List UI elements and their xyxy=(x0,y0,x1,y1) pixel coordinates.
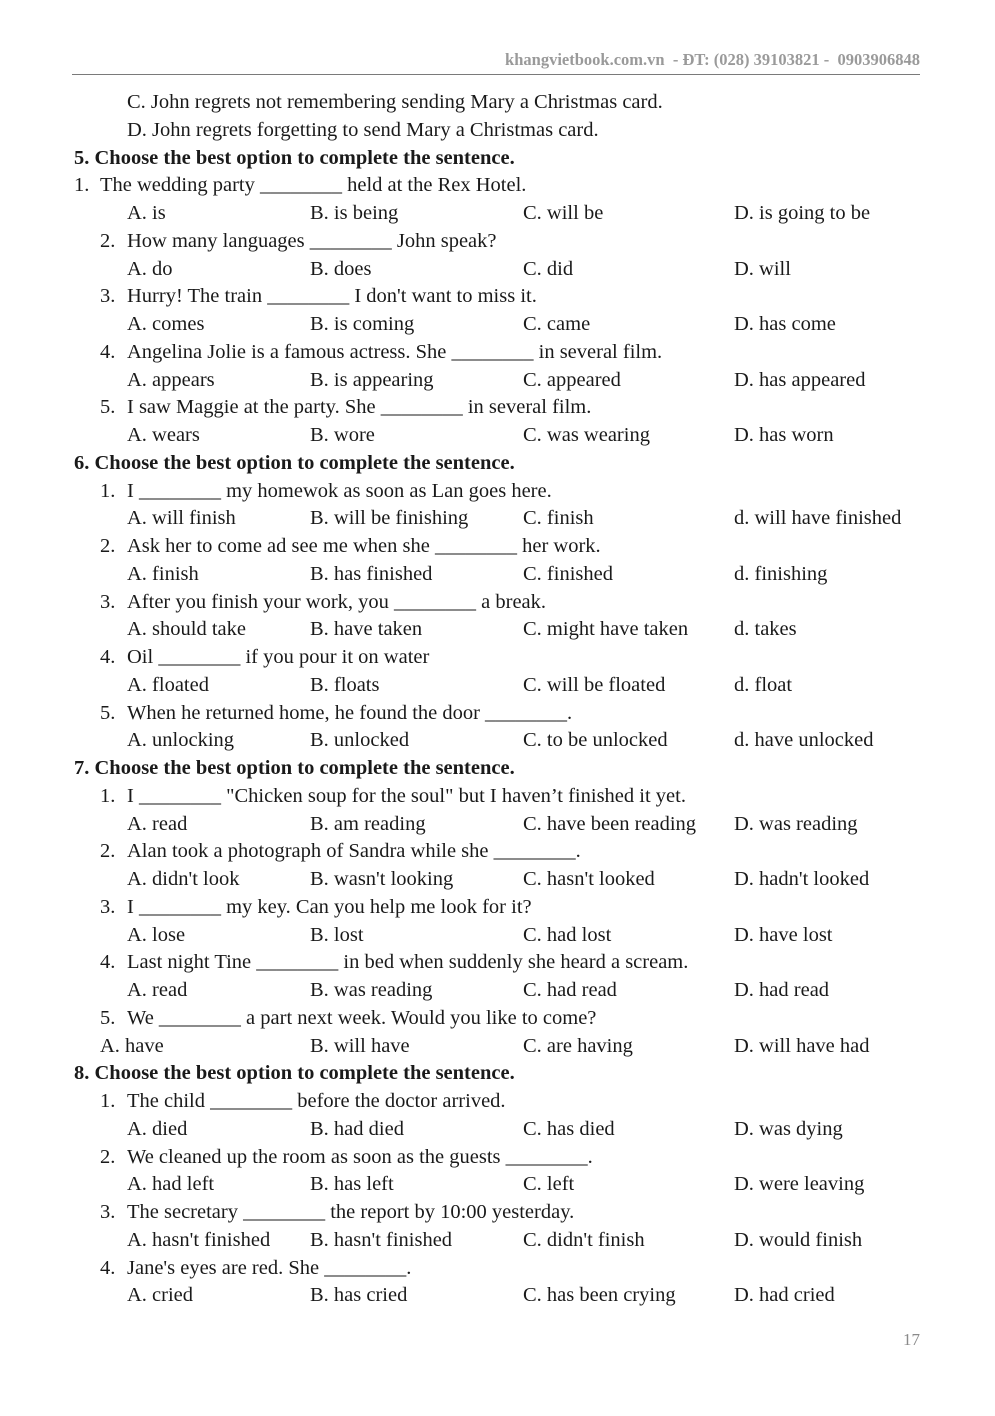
answer-option: d. will have finished xyxy=(734,507,902,530)
question-number: 4. xyxy=(100,340,116,363)
answer-option: B. has cried xyxy=(310,1284,408,1307)
options-row xyxy=(0,977,995,1005)
options-row xyxy=(0,367,995,395)
answer-option: D. will have had xyxy=(734,1034,870,1057)
question-line xyxy=(0,1255,995,1283)
question-text: Alan took a photograph of Sandra while she ________. xyxy=(127,840,581,863)
question-text: The secretary ________ the report by 10:00 yesterday. xyxy=(127,1201,575,1223)
carryover-line xyxy=(0,89,995,117)
question-line xyxy=(0,339,995,367)
question-number: 1. xyxy=(100,479,116,502)
page-header xyxy=(72,50,920,70)
question-line xyxy=(0,1005,995,1033)
answer-option: B. have taken xyxy=(310,618,423,641)
answer-option: D. has appeared xyxy=(734,368,866,391)
section-title: 7. Choose the best option to complete the sentence. xyxy=(74,757,515,779)
question-line xyxy=(0,838,995,866)
answer-option: A. read xyxy=(127,812,188,835)
answer-option: B. is appearing xyxy=(310,368,434,391)
question-text: I ________ "Chicken soup for the soul" but I haven’t finished it yet. xyxy=(127,784,686,807)
answer-option: A. should take xyxy=(127,618,246,641)
answer-option: A. cried xyxy=(127,1284,194,1307)
question-text: I ________ my homewok as soon as Lan goes here. xyxy=(127,479,552,502)
answer-option: A. comes xyxy=(127,313,205,335)
options-row xyxy=(0,1171,995,1199)
answer-option: B. floats xyxy=(310,673,380,696)
header-site: khangvietbook.com.vn xyxy=(505,50,665,69)
answer-option: A. will finish xyxy=(127,507,236,530)
question-line xyxy=(0,949,995,977)
question-number: 2. xyxy=(100,1145,116,1168)
answer-option: C. might have taken xyxy=(523,618,689,641)
answer-option: C. finished xyxy=(523,562,613,585)
options-row xyxy=(0,200,995,228)
answer-option: B. wasn't looking xyxy=(310,868,454,890)
answer-option: B. unlocked xyxy=(310,729,410,752)
answer-option: B. has left xyxy=(310,1173,394,1196)
question-number: 3. xyxy=(100,895,116,918)
question-number: 2. xyxy=(100,229,116,252)
question-number: 4. xyxy=(100,646,116,668)
answer-option: C. to be unlocked xyxy=(523,729,668,752)
question-text: After you finish your work, you ________ a break. xyxy=(127,590,547,613)
question-text: Angelina Jolie is a famous actress. She ________ in several film. xyxy=(127,340,663,363)
answer-option: A. hasn't finished xyxy=(127,1228,271,1251)
header-contact: - ĐT: (028) 39103821 - 0903906848 xyxy=(664,50,920,69)
question-text: Oil ________ if you pour it on water xyxy=(127,646,430,668)
options-row xyxy=(0,311,995,339)
answer-option: B. wore xyxy=(310,424,375,446)
answer-option: A. have xyxy=(100,1034,164,1057)
answer-option: B. is coming xyxy=(310,313,415,335)
question-line xyxy=(0,1088,995,1116)
answer-option: D. hadn't looked xyxy=(734,868,870,890)
carryover-option: D. John regrets forgetting to send Mary a Christmas card. xyxy=(127,118,599,141)
answer-option: D. has come xyxy=(734,313,836,335)
answer-option: A. is xyxy=(127,202,166,224)
answer-option: A. read xyxy=(127,979,188,1001)
question-text: We cleaned up the room as soon as the guests ________. xyxy=(127,1145,593,1168)
question-text: When he returned home, he found the door ________. xyxy=(127,701,573,724)
options-row xyxy=(0,727,995,755)
question-line xyxy=(0,589,995,617)
question-text: The wedding party ________ held at the Rex Hotel. xyxy=(100,174,527,197)
answer-option: B. lost xyxy=(310,923,364,946)
answer-option: B. is being xyxy=(310,202,399,224)
question-line xyxy=(0,172,995,200)
options-row xyxy=(0,922,995,950)
answer-option: B. has finished xyxy=(310,562,433,585)
question-line xyxy=(0,783,995,811)
answer-option: D. will xyxy=(734,257,791,280)
answer-option: C. has died xyxy=(523,1117,615,1140)
exercise-content xyxy=(0,89,995,1310)
answer-option: D. would finish xyxy=(734,1228,863,1251)
options-row xyxy=(0,256,995,284)
answer-option: A. wears xyxy=(127,424,200,446)
question-text: The child ________ before the doctor arrived. xyxy=(127,1090,506,1112)
answer-option: d. takes xyxy=(734,618,797,641)
question-text: Last night Tine ________ in bed when suddenly she heard a scream. xyxy=(127,951,689,974)
question-line xyxy=(0,894,995,922)
answer-option: C. did xyxy=(523,257,574,280)
question-line xyxy=(0,394,995,422)
answer-option: C. was wearing xyxy=(523,424,650,446)
answer-option: d. float xyxy=(734,673,793,696)
question-number: 4. xyxy=(100,951,116,974)
answer-option: C. left xyxy=(523,1173,575,1196)
answer-option: B. will have xyxy=(310,1034,410,1057)
answer-option: B. does xyxy=(310,257,372,280)
question-line xyxy=(0,644,995,672)
question-number: 3. xyxy=(100,285,116,308)
answer-option: d. finishing xyxy=(734,562,828,585)
answer-option: B. hasn't finished xyxy=(310,1228,453,1251)
answer-option: D. have lost xyxy=(734,923,833,946)
answer-option: C. will be floated xyxy=(523,673,666,696)
answer-option: B. was reading xyxy=(310,979,433,1001)
question-number: 1. xyxy=(100,1090,116,1112)
question-text: Hurry! The train ________ I don't want to miss it. xyxy=(127,285,537,308)
section-title: 6. Choose the best option to complete the sentence. xyxy=(74,451,515,474)
options-row xyxy=(0,1282,995,1310)
answer-option: C. didn't finish xyxy=(523,1228,645,1251)
options-row xyxy=(0,811,995,839)
section-title-line xyxy=(0,145,995,173)
answer-option: A. finish xyxy=(127,562,199,585)
answer-option: C. had read xyxy=(523,979,617,1001)
section-title-line xyxy=(0,1060,995,1088)
question-text: Ask her to come ad see me when she ________ her work. xyxy=(127,535,601,557)
question-number: 5. xyxy=(100,701,116,724)
answer-option: C. will be xyxy=(523,202,604,224)
answer-option: D. had cried xyxy=(734,1284,835,1307)
answer-option: A. appears xyxy=(127,368,215,391)
carryover-line xyxy=(0,117,995,145)
answer-option: A. died xyxy=(127,1117,188,1140)
options-row xyxy=(0,866,995,894)
answer-option: B. had died xyxy=(310,1117,404,1140)
question-number: 1. xyxy=(74,174,90,197)
question-text: I ________ my key. Can you help me look for it? xyxy=(127,895,532,918)
page-number: 17 xyxy=(903,1330,920,1349)
answer-option: d. have unlocked xyxy=(734,729,874,752)
answer-option: C. are having xyxy=(523,1034,633,1057)
question-line xyxy=(0,700,995,728)
question-line xyxy=(0,228,995,256)
answer-option: B. am reading xyxy=(310,812,426,835)
question-text: I saw Maggie at the party. She ________ in several film. xyxy=(127,396,592,419)
question-number: 5. xyxy=(100,1006,116,1029)
answer-option: C. had lost xyxy=(523,923,612,946)
answer-option: A. do xyxy=(127,257,173,280)
options-row xyxy=(0,505,995,533)
section-title: 8. Choose the best option to complete the sentence. xyxy=(74,1062,515,1085)
question-line xyxy=(0,478,995,506)
answer-option: C. finish xyxy=(523,507,594,530)
options-row xyxy=(0,1227,995,1255)
question-line xyxy=(0,283,995,311)
question-line xyxy=(0,533,995,561)
header-rule xyxy=(72,74,920,75)
question-number: 1. xyxy=(100,784,116,807)
question-number: 2. xyxy=(100,535,116,557)
answer-option: C. has been crying xyxy=(523,1284,676,1307)
question-number: 2. xyxy=(100,840,116,863)
answer-option: C. appeared xyxy=(523,368,621,391)
question-text: How many languages ________ John speak? xyxy=(127,229,497,252)
question-line xyxy=(0,1199,995,1227)
question-number: 3. xyxy=(100,590,116,613)
answer-option: A. lose xyxy=(127,923,186,946)
question-line xyxy=(0,1144,995,1172)
answer-option: D. has worn xyxy=(734,424,834,446)
section-title-line xyxy=(0,755,995,783)
answer-option: A. unlocking xyxy=(127,729,235,752)
answer-option: D. was dying xyxy=(734,1117,843,1140)
options-row xyxy=(0,422,995,450)
answer-option: C. hasn't looked xyxy=(523,868,655,890)
options-row xyxy=(0,672,995,700)
answer-option: A. floated xyxy=(127,673,209,696)
section-title: 5. Choose the best option to complete the sentence. xyxy=(74,146,515,169)
answer-option: A. had left xyxy=(127,1173,215,1196)
section-title-line xyxy=(0,450,995,478)
question-number: 5. xyxy=(100,396,116,419)
options-row xyxy=(0,1116,995,1144)
options-row xyxy=(0,561,995,589)
question-text: We ________ a part next week. Would you like to come? xyxy=(127,1006,597,1029)
question-text: Jane's eyes are red. She ________. xyxy=(127,1256,412,1279)
question-number: 3. xyxy=(100,1201,116,1223)
carryover-option: C. John regrets not remembering sending Mary a Christmas card. xyxy=(127,91,663,113)
answer-option: D. was reading xyxy=(734,812,858,835)
answer-option: D. is going to be xyxy=(734,202,871,224)
answer-option: D. were leaving xyxy=(734,1173,865,1196)
answer-option: C. have been reading xyxy=(523,812,697,835)
options-row xyxy=(0,616,995,644)
options-row xyxy=(0,1033,995,1061)
answer-option: C. came xyxy=(523,313,591,335)
answer-option: D. had read xyxy=(734,979,830,1001)
question-number: 4. xyxy=(100,1256,116,1279)
answer-option: A. didn't look xyxy=(127,868,240,890)
answer-option: B. will be finishing xyxy=(310,507,469,530)
